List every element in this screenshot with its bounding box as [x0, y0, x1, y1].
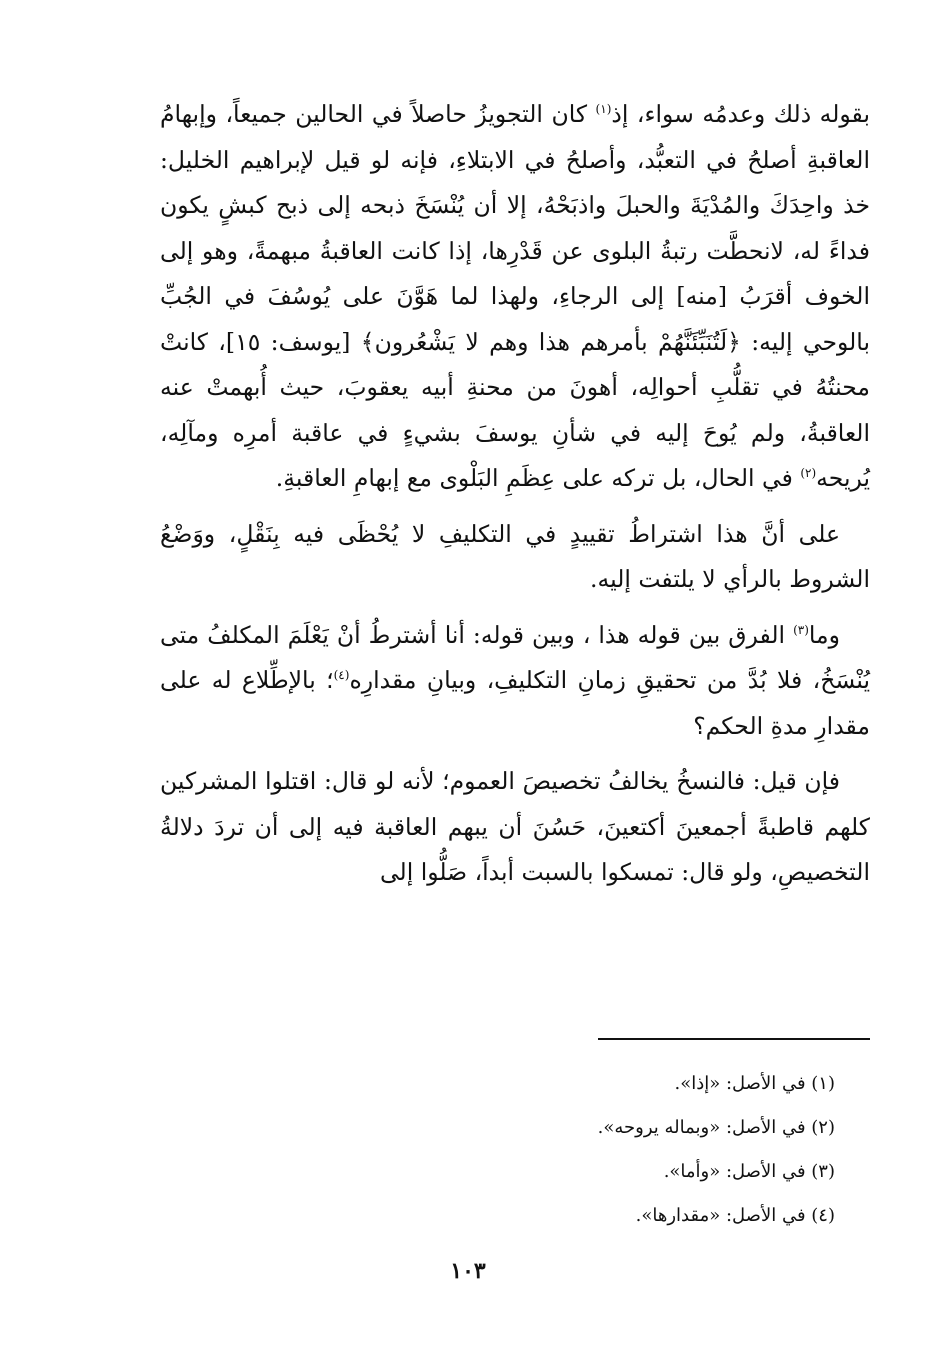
footnote-2: (٢) في الأصل: «وبماله يروحه».	[597, 1117, 835, 1138]
paragraph-1-part-c: في الحال، بل تركه على عِظَمِ البَلْوى مع إبهامِ العاقبةِ.	[275, 464, 801, 492]
paragraph-2: على أنَّ هذا اشتراطُ تقييدٍ في التكليفِ لا يُحْظَى فيه بِنَقْلٍ، ووَضْعُ الشروط بالرأي لا يلتفت إليه.	[160, 519, 870, 593]
footnote-1: (١) في الأصل: «إذا».	[674, 1073, 835, 1094]
footnote-ref-1: (١)	[595, 102, 612, 117]
footnotes	[300, 1062, 835, 1238]
paragraph-1-part-b: كان التجويزُ حاصلاً في الحالين جميعاً، وإبهامُ العاقبةِ أصلحُ في التعبُّد، وأصلحُ في الابتلاءِ، فإنه لو قيل لإبراهيم الخليل: خذ واحِدَكَ والمُدْيَةَ والحبلَ واذبَحْهُ، إلا أن يُنْسَخَ ذبحه إلى ذبح كبشٍ يكون فداءً له، لانحطَّت رتبةُ البلوى عن قَدْرِها، إذا كانت العاقبةُ مبهمةً، وهو إلى الخوف أقرَبُ [منه] إلى الرجاءِ، ولهذا لما هَوَّنَ على يُوسُفَ في الجُبِّ بالوحي إليه: ﴿لَتُنَبِّئَنَّهُمْ بأمرهم هذا وهم لا يَشْعُرون﴾ [يوسف: ١٥]، كانتْ محنتُهُ في تقلُّبِ أحوالِه، أهونَ من محنةِ أبيه يعقوبَ، حيث أُبهمتْ عنه العاقبةُ، ولم يُوحَ إليه في شأنِ يوسفَ بشيءٍ في عاقبة أمرِه ومآلِه، يُريحه	[160, 100, 871, 492]
paragraph-3-part-c: ؛ بالإطِّلاع له على مقدارِ مدةِ الحكم؟	[160, 666, 870, 740]
paragraph-3-part-b: الفرق بين قوله هذا ، وبين قوله: أنا أشترطُ أنْ يَعْلَمَ المكلفُ متى يُنْسَخُ، فلا بُدَّ من تحقيقِ زمانِ التكليفِ، وبيانِ مقدارِه	[160, 620, 870, 694]
footnote-ref-2: (٢)	[800, 466, 817, 481]
paragraph-4: فإن قيل: فالنسخُ يخالفُ تخصيصَ العموم؛ لأنه لو قال: اقتلوا المشركين كلهم قاطبةً أجمعينَ أكتعينَ، حَسُنَ أن يبهم العاقبة فيه إلى أن تردَ دلالةُ التخصيصِ، ولو قال: تمسكوا بالسبت أبداً، صَلُّوا إلى	[160, 767, 870, 886]
footnote-3: (٣) في الأصل: «وأما».	[663, 1161, 835, 1182]
main-text	[160, 92, 870, 906]
footnote-ref-4: (٤)	[333, 668, 350, 683]
footnote-separator	[598, 1038, 870, 1040]
paragraph-1	[160, 92, 870, 502]
paragraph-3-part-a: وما	[808, 620, 840, 649]
paragraph-3	[160, 613, 870, 750]
page-number: ١٠٣	[450, 1258, 486, 1284]
paragraph-1-part-a: بقوله ذلك وعدمُه سواء، إذ	[611, 100, 870, 128]
footnote-ref-3: (٣)	[793, 622, 809, 637]
footnote-4: (٤) في الأصل: «مقدارها».	[635, 1205, 835, 1226]
